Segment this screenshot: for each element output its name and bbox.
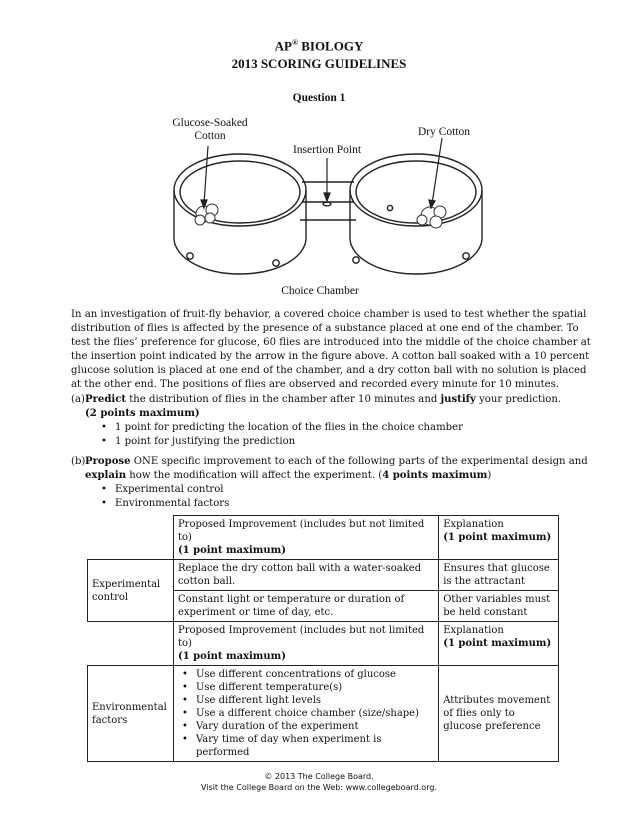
header-subtitle: 2013 SCORING GUIDELINES: [231, 56, 407, 71]
header-explanation-points: (1 point maximum): [443, 532, 552, 543]
right-chamber-wall: [350, 190, 482, 274]
list-item: • Use different temperature(s): [178, 681, 434, 694]
header-title: [0, 38, 638, 54]
list-item: • Experimental control: [97, 483, 595, 497]
label-insertion-point: Insertion Point: [292, 144, 362, 156]
connector-tube: [300, 182, 356, 220]
table-environmental-factors: [87, 621, 559, 762]
table-row: [88, 560, 559, 591]
right-chamber-rim: [350, 154, 482, 226]
dry-cotton-icon: [417, 206, 446, 228]
table-header-row: [88, 516, 559, 560]
header-explanation-text: Explanation: [443, 519, 504, 530]
left-chamber-rim: [174, 154, 306, 226]
header-improvement-text: Proposed Improvement (includes but not limited to): [177, 519, 425, 543]
improvement-cell: Constant light or temperature or duration of experiment or time of day, etc.: [173, 591, 438, 622]
intro-paragraph: In an investigation of fruit-fly behavior, a covered choice chamber is used to test whether the spatial distribution of flies is affected by the presence of a substance placed at one end of the chamber. To test the flies’ preference for glucose, 60 flies are introduced into the middle of the choice chamber at the insertion point indicated by the arrow in the figure above. A cotton ball soaked with a 10 percent glucose solution is placed at one end of the chamber, and a dry cotton ball with no solution is placed at the other end. The positions of flies are observed and recorded every minute for 10 minutes.: [71, 309, 591, 390]
list-item: • 1 point for justifying the prediction: [97, 435, 601, 449]
part-a-bullets: [97, 421, 601, 449]
list-item: • Use different concentrations of glucose: [178, 668, 434, 681]
list-item: • Use different light levels: [178, 694, 434, 707]
list-item: • Vary time of day when experiment is performed: [178, 733, 434, 759]
part-a-label: (a): [71, 394, 85, 405]
part-b-label: (b): [71, 456, 86, 467]
header-improvement-points: (1 point maximum): [177, 545, 286, 556]
registered-mark: ®: [291, 38, 298, 47]
title-subject: BIOLOGY: [297, 38, 364, 54]
label-dry-cotton: Dry Cotton: [417, 126, 471, 138]
part-a-predict: Predict: [85, 394, 127, 405]
header-improvement: [173, 516, 438, 560]
header-explanation: [439, 622, 559, 666]
label-glucose-line1: Glucose-Soaked: [172, 117, 248, 129]
header-explanation-points: (1 point maximum): [443, 638, 552, 649]
footer: [0, 771, 638, 793]
row-label: Experimental control: [88, 560, 174, 622]
part-b-text1: ONE specific improvement to each of the following parts of the experimental design and: [130, 456, 588, 467]
choice-chamber-figure: [160, 108, 500, 304]
part-a-text2: your prediction.: [475, 394, 562, 405]
header-explanation: [439, 516, 559, 560]
part-b-propose: Propose: [85, 456, 131, 467]
table-experimental-control: [87, 515, 559, 622]
part-a-justify: justify: [440, 394, 476, 405]
part-b-bullets: [97, 483, 595, 511]
explanation-cell: Attributes movement of flies only to glucose preference: [439, 666, 559, 762]
header-improvement-text: Proposed Improvement (includes but not limited to): [177, 625, 425, 649]
improvement-cell: Replace the dry cotton ball with a water-soaked cotton ball.: [173, 560, 438, 591]
footer-website: Visit the College Board on the Web: www.collegeboard.org.: [201, 783, 437, 792]
question-title: Question 1: [292, 92, 346, 104]
label-glucose-line2: Cotton: [194, 130, 226, 142]
row-label: Environmental factors: [88, 666, 174, 762]
footer-copyright: © 2013 The College Board.: [264, 772, 374, 781]
part-a-prompt: [85, 393, 601, 407]
title-ap: AP: [274, 38, 292, 54]
list-item: • Vary duration of the experiment: [178, 720, 434, 733]
part-b-prompt: [85, 455, 595, 483]
glucose-cotton-icon: [195, 204, 218, 225]
part-b: [71, 455, 601, 511]
part-b-text3: ): [487, 469, 492, 481]
part-a-text1: the distribution of flies in the chamber after 10 minutes and: [126, 394, 441, 405]
header-improvement: [173, 622, 438, 666]
explanation-cell: Other variables must be held constant: [439, 591, 559, 622]
part-a-points: (2 points maximum): [85, 407, 200, 419]
label-choice-chamber: Choice Chamber: [281, 285, 359, 297]
insertion-hole: [323, 202, 331, 206]
left-chamber-wall: [174, 190, 306, 274]
part-a: [71, 393, 601, 449]
header-improvement-points: (1 point maximum): [177, 651, 286, 662]
table-header-row: [88, 622, 559, 666]
table-row: [88, 666, 559, 762]
list-item: • Use a different choice chamber (size/shape): [178, 707, 434, 720]
improvement-cell: [173, 666, 438, 762]
list-item: • Environmental factors: [97, 497, 595, 511]
improvement-bullets: [178, 668, 434, 759]
part-b-points: 4 points maximum: [382, 469, 488, 481]
header-explanation-text: Explanation: [443, 625, 504, 636]
explanation-cell: Ensures that glucose is the attractant: [439, 560, 559, 591]
part-b-explain: explain: [85, 469, 127, 481]
list-item: • 1 point for predicting the location of the flies in the choice chamber: [97, 421, 601, 435]
part-b-text2: how the modification will affect the experiment. (: [126, 469, 383, 481]
